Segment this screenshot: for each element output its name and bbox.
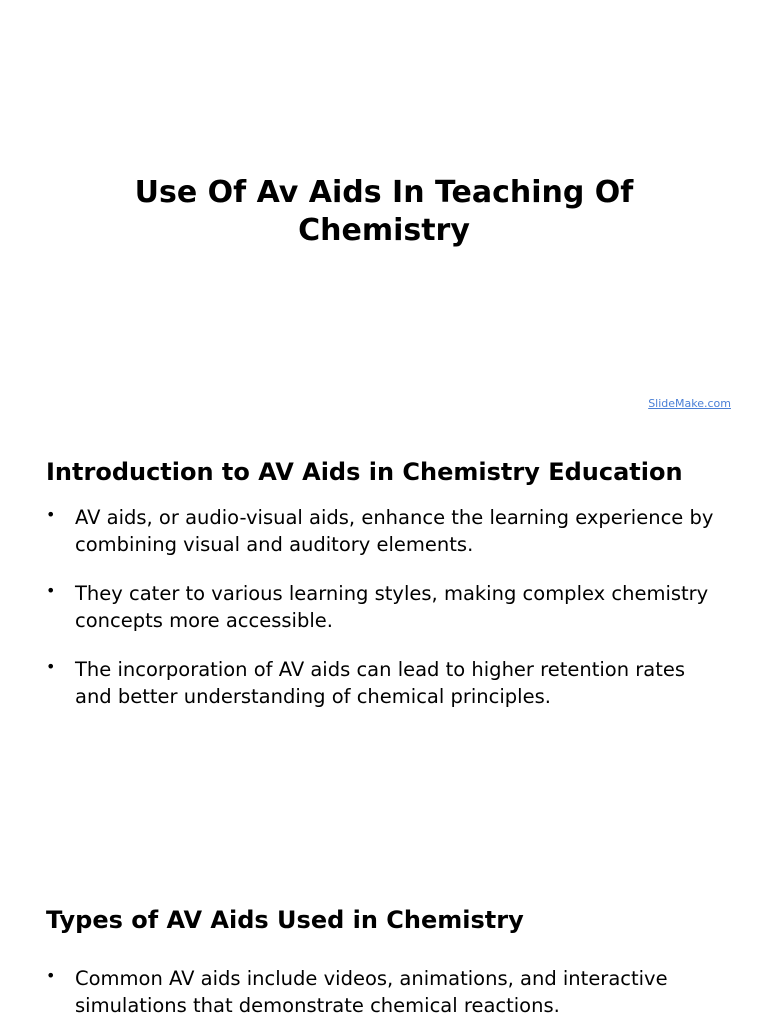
bullet-text: They cater to various learning styles, making complex chemistry concepts more accessible. <box>75 582 709 632</box>
bullet-item <box>46 505 726 558</box>
bullet-icon: • <box>46 966 56 985</box>
bullet-list <box>46 966 726 1019</box>
bullet-list <box>46 505 726 710</box>
section-heading: Introduction to AV Aids in Chemistry Education <box>46 458 683 486</box>
bullet-icon: • <box>46 505 56 524</box>
bullet-text: The incorporation of AV aids can lead to higher retention rates and better understanding of chemical principles. <box>75 658 686 708</box>
section-introduction <box>46 457 726 733</box>
bullet-icon: • <box>46 581 56 600</box>
slide-title: Use Of Av Aids In Teaching Of Chemistry <box>134 175 634 248</box>
section-types <box>46 905 726 1024</box>
bullet-item <box>46 966 726 1019</box>
bullet-text: AV aids, or audio-visual aids, enhance the learning experience by combining visual and auditory elements. <box>75 506 714 556</box>
bullet-text: Common AV aids include videos, animations, and interactive simulations that demonstrate chemical reactions. <box>75 967 668 1017</box>
bullet-item <box>46 581 726 634</box>
section-heading: Types of AV Aids Used in Chemistry <box>46 906 524 934</box>
slidemake-link[interactable]: SlideMake.com <box>648 397 731 410</box>
bullet-icon: • <box>46 657 56 676</box>
bullet-item <box>46 657 726 710</box>
